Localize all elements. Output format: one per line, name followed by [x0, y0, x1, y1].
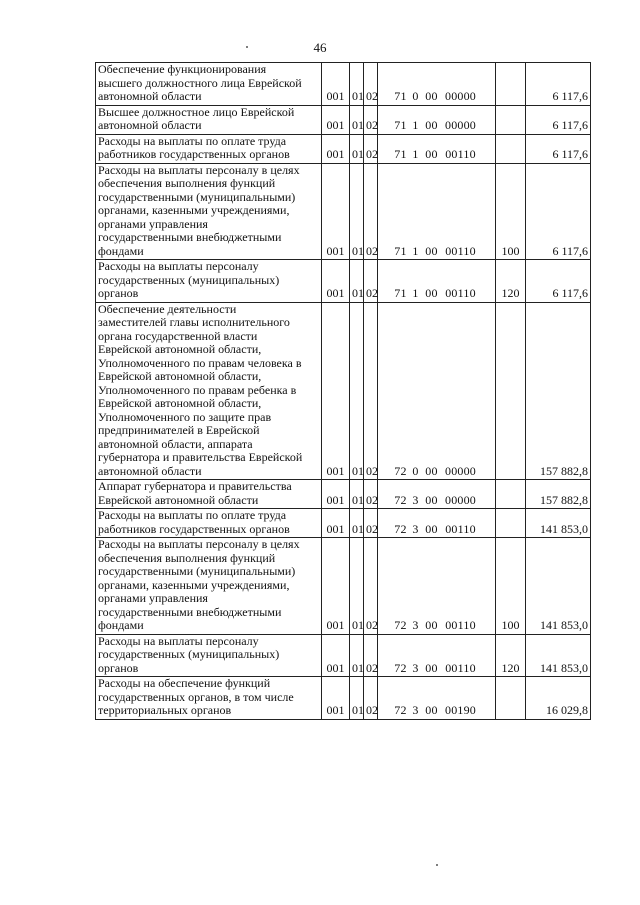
row-name: Расходы на выплаты персоналу в целях обеспечения выполнения функций государственными (муниципальными) органами, казенными учреждениями, органами управления государственными внебюджетными фондами: [96, 163, 322, 260]
target-article-part: 0: [412, 89, 419, 103]
target-article-part: 00110: [445, 660, 476, 675]
target-article-part: 00: [425, 243, 438, 258]
target-article-part: 72: [394, 660, 407, 675]
target-article-part: 00000: [445, 463, 476, 478]
section-code: 01: [350, 480, 364, 509]
row-name: Расходы на обеспечение функций государственных органов, в том числе территориальных органов: [96, 677, 322, 720]
amount: 16 029,8: [526, 677, 591, 720]
subsection-code: 02: [364, 538, 378, 635]
target-article-part: 00000: [445, 492, 476, 507]
amount: 141 853,0: [526, 538, 591, 635]
ministry-code: 001: [322, 134, 350, 163]
target-article-part: 0: [412, 463, 419, 478]
target-article-part: 00: [425, 618, 438, 632]
expense-type-code: [496, 105, 526, 134]
target-article-part: 71: [394, 118, 407, 132]
target-article-part: 00000: [445, 89, 476, 103]
table-row: [96, 677, 591, 720]
target-article-part: 00: [425, 660, 438, 675]
row-name: Расходы на выплаты персоналу в целях обеспечения выполнения функций государственными (муниципальными) органами, казенными учреждениями, органами управления государственными внебюджетными фондами: [96, 538, 322, 635]
section-code: 01: [350, 634, 364, 677]
table-row: [96, 538, 591, 635]
target-article-part: 00: [425, 118, 438, 132]
target-article-part: 3: [412, 618, 419, 632]
amount: 157 882,8: [526, 480, 591, 509]
table-row: [96, 634, 591, 677]
section-code: 01: [350, 134, 364, 163]
target-article-part: 71: [394, 89, 407, 103]
target-article-code: [378, 634, 496, 677]
expense-type-code: [496, 302, 526, 480]
section-code: 01: [350, 677, 364, 720]
target-article-code: [378, 63, 496, 106]
target-article-part: 00: [425, 89, 438, 103]
row-name: Аппарат губернатора и правительства Еврейской автономной области: [96, 480, 322, 509]
amount: 6 117,6: [526, 134, 591, 163]
table-row: [96, 63, 591, 106]
table-row: [96, 480, 591, 509]
row-name: Высшее должностное лицо Еврейской автономной области: [96, 105, 322, 134]
target-article-code: [378, 302, 496, 480]
target-article-part: 72: [394, 618, 407, 632]
subsection-code: 02: [364, 134, 378, 163]
expense-type-code: [496, 134, 526, 163]
section-code: 01: [350, 509, 364, 538]
section-code: 01: [350, 63, 364, 106]
target-article-part: 71: [394, 286, 407, 300]
row-name: Расходы на выплаты персоналу государственных (муниципальных) органов: [96, 260, 322, 303]
ministry-code: 001: [322, 538, 350, 635]
row-name: Обеспечение деятельности заместителей главы исполнительного органа государственной власти Еврейской автономной области, Уполномоченного по правам человека в Еврейской автономной области, Уполномоченного по правам ребенка в Еврейской автономной области, Уполномоченного по защите прав предпринимателей в Еврейской автономной области, аппарата губернатора и правительства Еврейской автономной области: [96, 302, 322, 480]
target-article-part: 00: [425, 286, 438, 300]
target-article-code: [378, 134, 496, 163]
table-row: [96, 134, 591, 163]
subsection-code: 02: [364, 260, 378, 303]
section-code: 01: [350, 302, 364, 480]
subsection-code: 02: [364, 302, 378, 480]
ministry-code: 001: [322, 163, 350, 260]
row-name: Расходы на выплаты по оплате труда работников государственных органов: [96, 509, 322, 538]
target-article-part: 72: [394, 463, 407, 478]
ministry-code: 001: [322, 63, 350, 106]
target-article-part: 00110: [445, 521, 476, 536]
target-article-part: 00: [425, 463, 438, 478]
ministry-code: 001: [322, 105, 350, 134]
row-name: Обеспечение функционирования высшего должностного лица Еврейской автономной области: [96, 63, 322, 106]
target-article-part: 3: [412, 492, 419, 507]
target-article-part: 72: [394, 521, 407, 536]
target-article-part: 1: [412, 286, 419, 300]
ministry-code: 001: [322, 260, 350, 303]
section-code: 01: [350, 538, 364, 635]
target-article-part: 1: [412, 147, 419, 161]
table-row: [96, 105, 591, 134]
row-name: Расходы на выплаты по оплате труда работников государственных органов: [96, 134, 322, 163]
target-article-code: [378, 260, 496, 303]
target-article-code: [378, 677, 496, 720]
ministry-code: 001: [322, 634, 350, 677]
target-article-part: 00: [425, 703, 438, 717]
expense-type-code: 100: [496, 163, 526, 260]
target-article-part: 00110: [445, 243, 476, 258]
ministry-code: 001: [322, 509, 350, 538]
table-row: [96, 509, 591, 538]
amount: 141 853,0: [526, 634, 591, 677]
subsection-code: 02: [364, 105, 378, 134]
target-article-part: 00000: [445, 118, 476, 132]
target-article-code: [378, 509, 496, 538]
amount: 6 117,6: [526, 163, 591, 260]
subsection-code: 02: [364, 677, 378, 720]
subsection-code: 02: [364, 163, 378, 260]
target-article-part: 1: [412, 118, 419, 132]
target-article-code: [378, 480, 496, 509]
row-name: Расходы на выплаты персоналу государственных (муниципальных) органов: [96, 634, 322, 677]
expense-type-code: [496, 63, 526, 106]
amount: 157 882,8: [526, 302, 591, 480]
target-article-part: 00110: [445, 618, 476, 632]
target-article-part: 00110: [445, 147, 476, 161]
target-article-part: 3: [412, 703, 419, 717]
target-article-part: 3: [412, 521, 419, 536]
amount: 141 853,0: [526, 509, 591, 538]
amount: 6 117,6: [526, 105, 591, 134]
subsection-code: 02: [364, 63, 378, 106]
expense-type-code: [496, 677, 526, 720]
section-code: 01: [350, 260, 364, 303]
ministry-code: 001: [322, 480, 350, 509]
table-row: [96, 260, 591, 303]
target-article-part: 71: [394, 147, 407, 161]
scan-speck: [246, 46, 248, 48]
target-article-part: 71: [394, 243, 407, 258]
target-article-part: 3: [412, 660, 419, 675]
table-row: [96, 163, 591, 260]
target-article-part: 72: [394, 492, 407, 507]
amount: 6 117,6: [526, 63, 591, 106]
target-article-part: 1: [412, 243, 419, 258]
table-row: [96, 302, 591, 480]
expense-type-code: [496, 480, 526, 509]
target-article-part: 00: [425, 492, 438, 507]
target-article-part: 00: [425, 521, 438, 536]
amount: 6 117,6: [526, 260, 591, 303]
page-number: 46: [313, 40, 327, 55]
target-article-code: [378, 163, 496, 260]
budget-table: [95, 62, 591, 720]
expense-type-code: 120: [496, 634, 526, 677]
ministry-code: 001: [322, 677, 350, 720]
subsection-code: 02: [364, 509, 378, 538]
subsection-code: 02: [364, 634, 378, 677]
target-article-part: 00110: [445, 286, 476, 300]
section-code: 01: [350, 163, 364, 260]
expense-type-code: [496, 509, 526, 538]
budget-table-body: [96, 63, 591, 720]
expense-type-code: 100: [496, 538, 526, 635]
target-article-code: [378, 105, 496, 134]
expense-type-code: 120: [496, 260, 526, 303]
ministry-code: 001: [322, 302, 350, 480]
target-article-part: 72: [394, 703, 407, 717]
target-article-part: 00: [425, 147, 438, 161]
section-code: 01: [350, 105, 364, 134]
subsection-code: 02: [364, 480, 378, 509]
target-article-code: [378, 538, 496, 635]
target-article-part: 00190: [445, 703, 476, 717]
scan-speck: [436, 864, 438, 866]
